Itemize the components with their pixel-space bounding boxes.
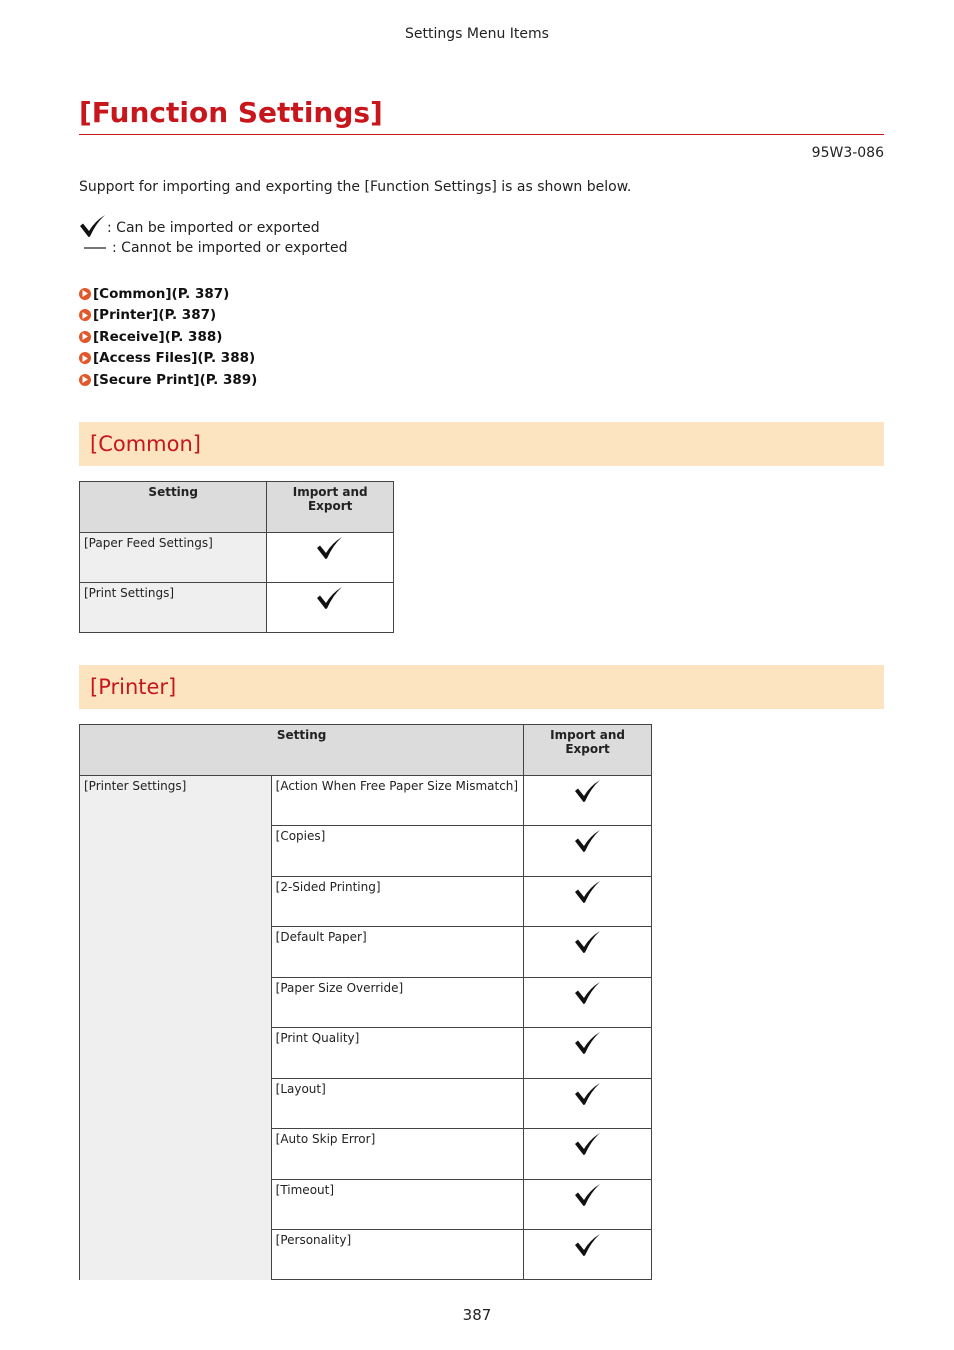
sub-setting-cell: [Timeout] [271, 1180, 524, 1230]
checkmark-icon [316, 600, 344, 614]
checkmark-icon [574, 1247, 602, 1261]
checkmark-icon [574, 1096, 602, 1110]
column-header-import-export: Import and Export [267, 482, 394, 533]
setting-group-cell: [Printer Settings] [80, 776, 272, 1280]
table-row [80, 533, 394, 583]
link-label: [Common](P. 387) [93, 285, 230, 302]
legend-can [79, 214, 320, 242]
title-divider [79, 134, 884, 135]
setting-cell: [Paper Feed Settings] [80, 533, 267, 583]
checkmark-icon [574, 1146, 602, 1160]
legend-cannot [79, 240, 348, 256]
table-row [80, 776, 652, 826]
checkmark-icon [574, 894, 602, 908]
link-arrow-icon [79, 352, 91, 364]
sub-setting-cell: [Paper Size Override] [271, 978, 524, 1028]
import-export-cell [524, 776, 652, 826]
import-export-cell [524, 1079, 652, 1129]
link-printer[interactable] [79, 305, 257, 327]
section-heading: [Printer] [90, 675, 177, 699]
sub-setting-cell: [Print Quality] [271, 1028, 524, 1079]
table-header-row [80, 725, 652, 776]
link-label: [Secure Print](P. 389) [93, 371, 258, 388]
link-arrow-icon [79, 374, 91, 386]
document-code: 95W3-086 [811, 145, 884, 161]
table-header-row [80, 482, 394, 533]
import-export-cell [524, 1028, 652, 1079]
import-export-cell [524, 1230, 652, 1280]
import-export-cell [267, 583, 394, 633]
checkmark-icon [574, 995, 602, 1009]
checkmark-icon [79, 214, 107, 242]
checkmark-icon [574, 843, 602, 857]
printer-table [79, 724, 652, 1280]
column-header-import-export: Import and Export [524, 725, 652, 776]
intro-text: Support for importing and exporting the [Function Settings] is as shown below. [79, 179, 632, 195]
import-export-cell [524, 978, 652, 1028]
sub-setting-cell: [Auto Skip Error] [271, 1129, 524, 1180]
section-links [79, 283, 257, 391]
sub-setting-cell: [Personality] [271, 1230, 524, 1280]
page-title: [Function Settings] [79, 96, 383, 129]
link-arrow-icon [79, 309, 91, 321]
link-label: [Receive](P. 388) [93, 328, 223, 345]
sub-setting-cell: [2-Sided Printing] [271, 877, 524, 927]
dash-icon [84, 247, 106, 249]
import-export-cell [524, 826, 652, 877]
link-access-files[interactable] [79, 348, 257, 370]
import-export-cell [267, 533, 394, 583]
table-row [80, 583, 394, 633]
column-header-setting: Setting [80, 725, 524, 776]
section-common [79, 422, 884, 466]
link-arrow-icon [79, 288, 91, 300]
import-export-cell [524, 1129, 652, 1180]
import-export-cell [524, 1180, 652, 1230]
running-header: Settings Menu Items [405, 26, 549, 42]
legend-can-label: : Can be imported or exported [107, 220, 320, 236]
link-label: [Printer](P. 387) [93, 307, 217, 324]
common-table [79, 481, 394, 633]
sub-setting-cell: [Layout] [271, 1079, 524, 1129]
page-number: 387 [462, 1306, 492, 1324]
legend-cannot-label: : Cannot be imported or exported [112, 240, 348, 256]
setting-cell: [Print Settings] [80, 583, 267, 633]
link-secure-print[interactable] [79, 369, 257, 391]
checkmark-icon [574, 1045, 602, 1059]
checkmark-icon [574, 793, 602, 807]
import-export-cell [524, 877, 652, 927]
sub-setting-cell: [Default Paper] [271, 927, 524, 978]
section-heading: [Common] [90, 432, 201, 456]
checkmark-icon [316, 550, 344, 564]
checkmark-icon [574, 1197, 602, 1211]
sub-setting-cell: [Action When Free Paper Size Mismatch] [271, 776, 524, 826]
sub-setting-cell: [Copies] [271, 826, 524, 877]
checkmark-icon [574, 944, 602, 958]
section-printer [79, 665, 884, 709]
link-label: [Access Files](P. 388) [93, 350, 256, 367]
link-arrow-icon [79, 331, 91, 343]
column-header-setting: Setting [80, 482, 267, 533]
import-export-cell [524, 927, 652, 978]
link-receive[interactable] [79, 326, 257, 348]
link-common[interactable] [79, 283, 257, 305]
